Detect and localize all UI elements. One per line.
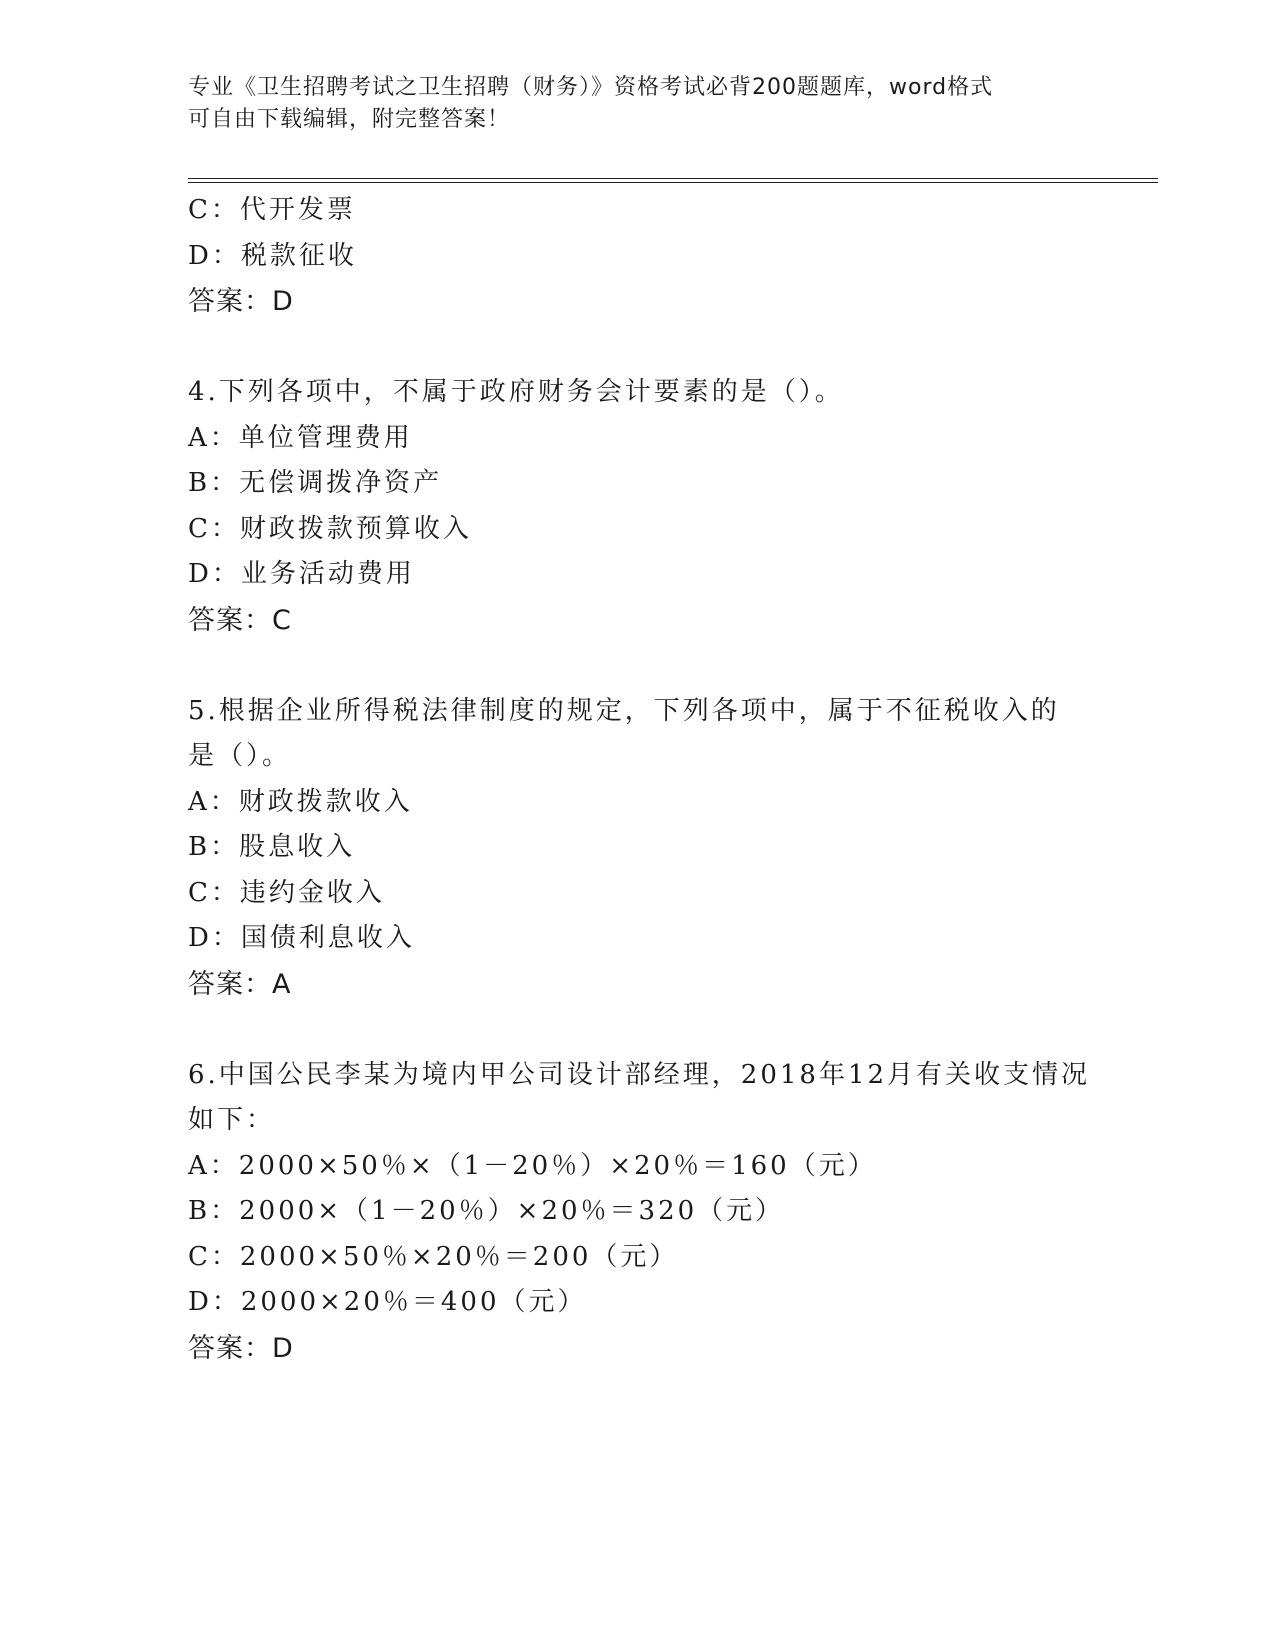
question-text-line-1: 5.根据企业所得税法律制度的规定，下列各项中，属于不征税收入的: [188, 695, 1060, 726]
option-b: B：无偿调拨净资产: [188, 468, 443, 498]
option-c: C：2000×50％×20％＝200（元）: [188, 1241, 679, 1272]
spacer: [188, 325, 1088, 371]
answer-line: 答案：D: [188, 286, 294, 317]
header-divider-top: [188, 178, 1158, 179]
option-c: C：财政拨款预算收入: [188, 513, 472, 544]
question-block-4: [188, 370, 1088, 643]
option-c: C：违约金收入: [188, 877, 385, 908]
question-block-6: [188, 1053, 1091, 1372]
header-title-line-1: 专业《卫生招聘考试之卫生招聘（财务）》资格考试必背200题题库，word格式: [188, 75, 994, 100]
option-b: B：2000×（1－20％）×20％＝320（元）: [188, 1196, 785, 1226]
option-b: B：股息收入: [188, 832, 356, 862]
option-d: D：税款征收: [188, 240, 357, 271]
header-divider-bottom: [188, 182, 1158, 183]
spacer: [188, 643, 1088, 689]
question-text-line-2: 是（）。: [188, 741, 292, 771]
header-title-line-2: 可自由下载编辑，附完整答案！: [188, 107, 511, 132]
option-d: D：业务活动费用: [188, 559, 415, 589]
spacer: [188, 1007, 1088, 1053]
document-body: [188, 188, 1091, 1371]
answer-line: 答案：D: [188, 1332, 294, 1364]
question-text-line-2: 如下：: [188, 1105, 276, 1135]
answer-line: 答案：A: [188, 968, 292, 1000]
option-c: C：代开发票: [188, 195, 356, 225]
answer-line: 答案：C: [188, 604, 292, 636]
option-a: A：单位管理费用: [188, 422, 413, 453]
question-text-line-1: 6.中国公民李某为境内甲公司设计部经理，2018年12月有关收支情况: [188, 1059, 1091, 1090]
question-text: 4.下列各项中，不属于政府财务会计要素的是（）。: [188, 377, 844, 407]
option-d: D：国债利息收入: [188, 923, 415, 953]
question-block-5: [188, 689, 1088, 1008]
option-a: A：2000×50％×（1－20％）×20％＝160（元）: [188, 1150, 877, 1181]
question-block-3: [188, 188, 1088, 325]
document-header: [188, 72, 1068, 136]
option-d: D：2000×20％＝400（元）: [188, 1287, 587, 1317]
option-a: A：财政拨款收入: [188, 786, 413, 817]
